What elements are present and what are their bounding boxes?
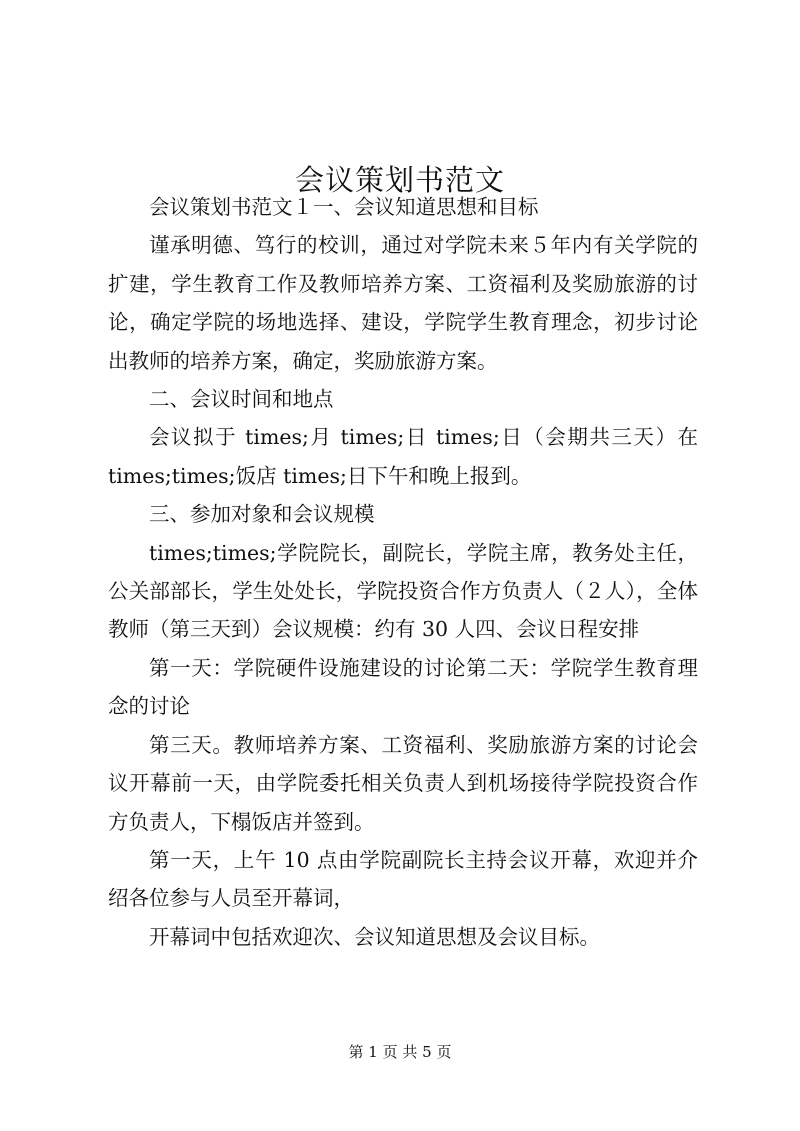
paragraph: times;times;学院院长，副院长，学院主席，教务处主任，公关部部长，学生处处长，学院投资合作方负责人（２人），全体教师（第三天到）会议规模：约有 30 人四、会议日程安排 (108, 540, 698, 642)
paragraph: 第三天。教师培养方案、工资福利、奖励旅游方案的讨论会议开幕前一天，由学院委托相关负责人到机场接待学院投资合作方负责人，下榻饭店并签到。 (108, 732, 698, 834)
paragraph: 第一天，上午 10 点由学院副院长主持会议开幕，欢迎并介绍各位参与人员至开幕词， (108, 847, 698, 911)
paragraph: 开幕词中包括欢迎次、会议知道思想及会议目标。 (149, 924, 600, 949)
paragraph: 会议策划书范文１一、会议知道思想和目标 (149, 195, 539, 219)
document-title: 会议策划书范文 (294, 163, 505, 198)
paragraph: 会议拟于 times;月 times;日 times;日（会期共三天）在times;times;饭店 times;日下午和晚上报到。 (108, 425, 698, 488)
page-number-footer: 第 1 页 共 5 页 (348, 1043, 452, 1061)
paragraph: 第一天：学院硬件设施建设的讨论第二天：学院学生教育理念的讨论 (108, 655, 698, 719)
paragraph: 谨承明德、笃行的校训，通过对学院未来５年内有关学院的扩建，学生教育工作及教师培养方案、工资福利及奖励旅游的讨论，确定学院的场地选择、建设，学院学生教育理念，初步讨论出教师的培养方案，确定，奖励旅游方案。 (108, 233, 698, 373)
section-heading: 二、会议时间和地点 (149, 387, 334, 412)
section-heading: 三、参加对象和会议规模 (149, 502, 375, 527)
document-body (108, 188, 698, 956)
